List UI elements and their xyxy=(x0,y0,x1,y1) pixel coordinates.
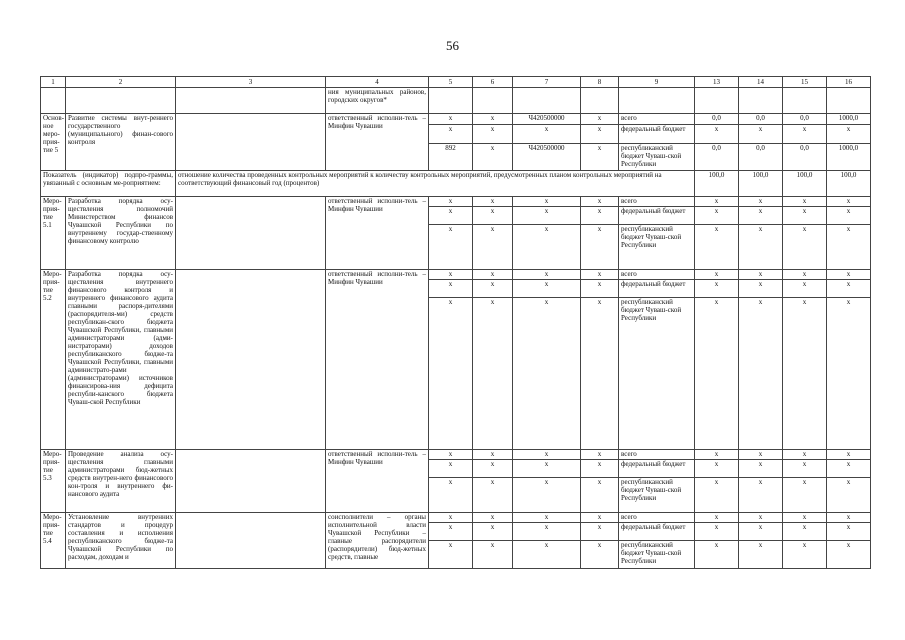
header-cell: 7 xyxy=(513,77,581,88)
value-cell: x xyxy=(827,460,871,478)
value-cell: x xyxy=(783,523,827,541)
value-cell: x xyxy=(581,225,619,270)
source-cell: федеральный бюджет xyxy=(619,523,695,541)
value-cell: x xyxy=(581,541,619,569)
activity-name-cell: Разработка порядка осу-ществления внутреннего финансового контроля и внутреннего финансового аудита главными распоря-дителями (распорядителя-ми) средств республикан-ского бюджета Чувашской Республики, главными администраторами (адми-нистраторами) доходов республиканского бюдже-та Чувашской Республики, главными администрато-рами (администраторами) источников финансирова-ния дефицита республи-канского бюджета Чуваш-ской Республики xyxy=(66,270,176,450)
value-cell: x xyxy=(429,541,473,569)
value-cell: x xyxy=(783,207,827,225)
value-cell: x xyxy=(473,114,513,125)
blank-cell xyxy=(176,270,326,450)
value-cell: x xyxy=(513,270,581,280)
responsible-cell: ответственный исполни-тель – Минфин Чувашии xyxy=(326,114,429,171)
source-cell: всего xyxy=(619,270,695,280)
value-cell: x xyxy=(473,143,513,170)
value-cell: x xyxy=(783,270,827,280)
value-cell: x xyxy=(695,450,739,460)
value-cell: x xyxy=(429,450,473,460)
value-cell: x xyxy=(783,197,827,207)
value-cell: x xyxy=(827,298,871,450)
value-cell: x xyxy=(695,541,739,569)
source-cell: всего xyxy=(619,114,695,125)
value-cell: x xyxy=(429,460,473,478)
activity-code-cell: Меро-прия-тие 5.1 xyxy=(41,197,66,270)
value-cell: x xyxy=(739,270,783,280)
header-cell: 5 xyxy=(429,77,473,88)
value-cell: x xyxy=(473,124,513,143)
value-cell: Ч420500000 xyxy=(513,114,581,125)
value-cell: x xyxy=(827,207,871,225)
value-cell: x xyxy=(783,225,827,270)
header-cell: 8 xyxy=(581,77,619,88)
responsible-cell: ответственный исполни-тель – Минфин Чувашии xyxy=(326,450,429,513)
value-cell: x xyxy=(783,450,827,460)
value-cell: x xyxy=(739,460,783,478)
activity-code-cell: Меро-прия-тие 5.3 xyxy=(41,450,66,513)
value-cell: x xyxy=(581,124,619,143)
header-row xyxy=(41,77,871,88)
value-cell: x xyxy=(827,124,871,143)
value-cell: x xyxy=(473,460,513,478)
value-cell: x xyxy=(695,207,739,225)
value-cell: x xyxy=(739,207,783,225)
value-cell: x xyxy=(827,280,871,298)
value-cell: x xyxy=(473,225,513,270)
value-cell: x xyxy=(581,460,619,478)
value-cell: x xyxy=(429,270,473,280)
value-cell: x xyxy=(429,523,473,541)
value-cell: x xyxy=(581,478,619,513)
value-cell: x xyxy=(783,280,827,298)
value-cell: 892 xyxy=(429,143,473,170)
value-cell: x xyxy=(827,478,871,513)
source-cell: федеральный бюджет xyxy=(619,280,695,298)
responsible-cell: ния муниципальных районов, городских округов* xyxy=(326,88,429,114)
activity-name-cell: Развитие системы внут-реннего государственного (муниципального) финан-сового контроля xyxy=(66,114,176,171)
value-cell: x xyxy=(739,513,783,523)
value-cell: x xyxy=(739,478,783,513)
value-cell: x xyxy=(827,513,871,523)
value-cell: x xyxy=(783,541,827,569)
value-cell: x xyxy=(695,124,739,143)
value-cell: x xyxy=(429,207,473,225)
value-cell: x xyxy=(473,541,513,569)
value-cell: x xyxy=(513,478,581,513)
activity-name-cell: Разработка порядка осу-ществления полномочий Министерством финансов Чувашской Республики по внутреннему государ-ственному финансовому контролю xyxy=(66,197,176,270)
value-cell: x xyxy=(513,207,581,225)
source-cell: республиканский бюджет Чуваш-ской Республики xyxy=(619,143,695,170)
activity-code-cell: Основ-ное меро-прия-тие 5 xyxy=(41,114,66,171)
activity-name-cell: Установление внутренних стандартов и процедур составления и исполнения республиканского бюдже-та Чувашской Республики по расходам, доходам и xyxy=(66,513,176,569)
value-cell: x xyxy=(827,523,871,541)
value-cell: x xyxy=(513,513,581,523)
value-cell: x xyxy=(695,197,739,207)
value-cell: 100,0 xyxy=(783,171,827,197)
value-cell: x xyxy=(581,114,619,125)
header-cell: 1 xyxy=(41,77,66,88)
value-cell: x xyxy=(695,523,739,541)
value-cell: x xyxy=(473,513,513,523)
value-cell: x xyxy=(783,513,827,523)
value-cell: x xyxy=(739,280,783,298)
value-cell: x xyxy=(429,298,473,450)
header-cell: 2 xyxy=(66,77,176,88)
value-cell: x xyxy=(581,298,619,450)
blank-cell xyxy=(176,450,326,513)
value-cell: x xyxy=(429,114,473,125)
header-cell: 6 xyxy=(473,77,513,88)
source-cell: республиканский бюджет Чуваш-ской Республики xyxy=(619,225,695,270)
table-row xyxy=(41,270,871,280)
value-cell: x xyxy=(827,541,871,569)
value-cell: 0,0 xyxy=(695,114,739,125)
source-cell: республиканский бюджет Чуваш-ской Республики xyxy=(619,298,695,450)
table-row xyxy=(41,450,871,460)
value-cell: 0,0 xyxy=(695,143,739,170)
table-row xyxy=(41,114,871,125)
value-cell: 100,0 xyxy=(739,171,783,197)
value-cell: x xyxy=(473,478,513,513)
header-cell: 16 xyxy=(827,77,871,88)
blank-cell xyxy=(176,513,326,569)
value-cell: x xyxy=(783,124,827,143)
header-cell: 9 xyxy=(619,77,695,88)
value-cell: x xyxy=(581,207,619,225)
value-cell: x xyxy=(473,270,513,280)
value-cell: x xyxy=(513,523,581,541)
source-cell: всего xyxy=(619,513,695,523)
value-cell: x xyxy=(581,523,619,541)
value-cell: x xyxy=(783,298,827,450)
value-cell: x xyxy=(581,270,619,280)
value-cell: x xyxy=(783,460,827,478)
value-cell: x xyxy=(581,450,619,460)
value-cell: x xyxy=(513,197,581,207)
value-cell: x xyxy=(695,478,739,513)
value-cell: x xyxy=(739,541,783,569)
indicator-label: Показатель (индикатор) подпро-граммы, увязанный с основным ме-роприятием: xyxy=(41,171,176,197)
value-cell: x xyxy=(695,298,739,450)
value-cell: 1000,0 xyxy=(827,114,871,125)
value-cell: x xyxy=(739,225,783,270)
value-cell: x xyxy=(473,523,513,541)
value-cell: x xyxy=(739,298,783,450)
source-cell: республиканский бюджет Чуваш-ской Республики xyxy=(619,541,695,569)
continuation-row xyxy=(41,88,871,114)
value-cell: x xyxy=(513,450,581,460)
value-cell: 0,0 xyxy=(739,143,783,170)
value-cell: 0,0 xyxy=(739,114,783,125)
value-cell: x xyxy=(783,478,827,513)
value-cell: x xyxy=(473,280,513,298)
value-cell: x xyxy=(739,197,783,207)
value-cell: x xyxy=(513,541,581,569)
value-cell: x xyxy=(581,143,619,170)
value-cell: x xyxy=(513,124,581,143)
indicator-row xyxy=(41,171,871,197)
source-cell: всего xyxy=(619,197,695,207)
value-cell: x xyxy=(827,270,871,280)
responsible-cell: соисполнители – органы исполнительной власти Чувашской Республики – главные распорядители (распорядители) бюд-жетных средств, главные xyxy=(326,513,429,569)
value-cell: 1000,0 xyxy=(827,143,871,170)
table-row xyxy=(41,197,871,207)
header-cell: 4 xyxy=(326,77,429,88)
source-cell: республиканский бюджет Чуваш-ской Республики xyxy=(619,478,695,513)
responsible-cell: ответственный исполни-тель – Минфин Чувашии xyxy=(326,197,429,270)
value-cell: x xyxy=(695,225,739,270)
value-cell: x xyxy=(513,298,581,450)
table-row xyxy=(41,513,871,523)
source-cell: федеральный бюджет xyxy=(619,124,695,143)
value-cell: x xyxy=(473,450,513,460)
value-cell: x xyxy=(827,450,871,460)
value-cell: x xyxy=(429,225,473,270)
value-cell: x xyxy=(513,460,581,478)
value-cell: x xyxy=(429,197,473,207)
value-cell: x xyxy=(473,197,513,207)
value-cell: 0,0 xyxy=(783,143,827,170)
page-number: 56 xyxy=(446,38,459,53)
value-cell: x xyxy=(827,225,871,270)
program-table xyxy=(40,76,871,569)
value-cell: x xyxy=(429,513,473,523)
value-cell: 100,0 xyxy=(827,171,871,197)
value-cell: 0,0 xyxy=(783,114,827,125)
blank-cell xyxy=(176,197,326,270)
value-cell: x xyxy=(695,270,739,280)
indicator-text: отношение количества проведенных контрольных мероприятий к количеству контрольных мероприятий, предусмотренных планом контрольных мероприятий на соответствующий финансовый год (процентов) xyxy=(176,171,695,197)
value-cell: x xyxy=(695,280,739,298)
value-cell: x xyxy=(695,460,739,478)
value-cell: x xyxy=(513,225,581,270)
value-cell: x xyxy=(581,280,619,298)
source-cell: всего xyxy=(619,450,695,460)
source-cell: федеральный бюджет xyxy=(619,207,695,225)
source-cell: федеральный бюджет xyxy=(619,460,695,478)
value-cell: 100,0 xyxy=(695,171,739,197)
value-cell: x xyxy=(429,478,473,513)
value-cell: x xyxy=(827,197,871,207)
activity-code-cell: Меро-прия-тие 5.2 xyxy=(41,270,66,450)
value-cell: x xyxy=(739,124,783,143)
value-cell: x xyxy=(429,280,473,298)
header-cell: 14 xyxy=(739,77,783,88)
activity-code-cell: Меро-прия-тие 5.4 xyxy=(41,513,66,569)
value-cell: x xyxy=(473,298,513,450)
value-cell: x xyxy=(513,280,581,298)
value-cell: x xyxy=(739,523,783,541)
value-cell: x xyxy=(581,197,619,207)
header-cell: 15 xyxy=(783,77,827,88)
value-cell: x xyxy=(695,513,739,523)
value-cell: x xyxy=(739,450,783,460)
value-cell: x xyxy=(429,124,473,143)
header-cell: 13 xyxy=(695,77,739,88)
value-cell: x xyxy=(581,513,619,523)
activity-name-cell: Проведение анализа осу-ществления главными администраторами бюд-жетных средств внутрен-него финансового кон-троля и внутреннего фи-нансового аудита xyxy=(66,450,176,513)
value-cell: Ч420500000 xyxy=(513,143,581,170)
value-cell: x xyxy=(473,207,513,225)
header-cell: 3 xyxy=(176,77,326,88)
responsible-cell: ответственный исполни-тель – Минфин Чувашии xyxy=(326,270,429,450)
